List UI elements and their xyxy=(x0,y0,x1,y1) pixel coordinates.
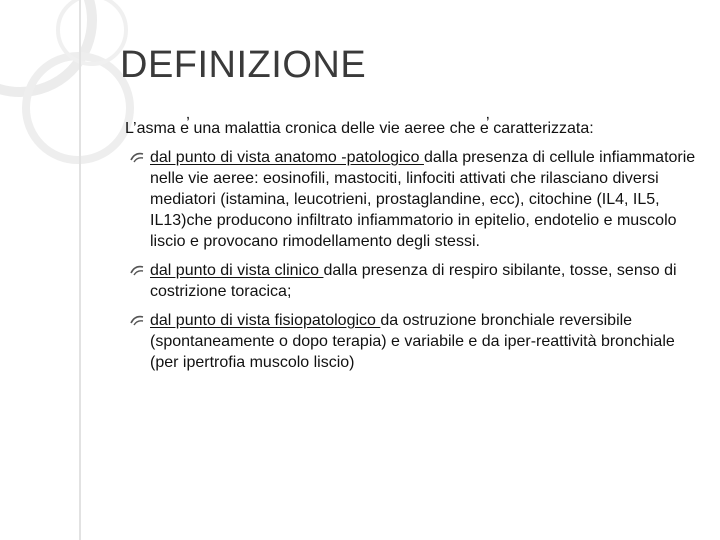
bullet-text: da ostruzione bronchiale reversibile (spontaneamente o dopo terapia) e variabile e da iper-reattività bronchiale (per ipertrofia muscolo liscio) xyxy=(150,312,675,371)
bullet-text: dalla presenza di respiro sibilante, tosse, senso di costrizione toracica; xyxy=(150,262,677,300)
slide-title: DEFINIZIONE xyxy=(120,44,367,86)
bullet-lead: dal punto di vista fisiopatologico xyxy=(150,312,381,329)
slide-body xyxy=(125,118,700,381)
intro-text: L’asma e̕ una malattia cronica delle vie aeree che e̕ caratterizzata: xyxy=(125,120,594,137)
bullet-text: dalla presenza di cellule infiammatorie nelle vie aeree: eosinofili, mastociti, linfociti attivati che rilasciano diversi mediatori (istamina, leucotrieni, prostaglandine, ecc), citochine (IL4, IL5, IL13)che producono infiltrato infiammatorio in epitelio, endotelio e muscolo liscio e provocano rimodellamento degli stessi. xyxy=(150,149,696,250)
bullet-icon xyxy=(129,149,145,165)
bullet-lead: dal punto di vista anatomo -patologico xyxy=(150,149,424,166)
bullet-item xyxy=(125,147,700,252)
bullet-icon xyxy=(129,312,145,328)
bullet-icon xyxy=(129,262,145,278)
bullet-item xyxy=(125,260,700,302)
decorative-vertical-line xyxy=(79,0,81,540)
bullet-item xyxy=(125,310,700,373)
bullet-list xyxy=(125,147,700,373)
bullet-lead: dal punto di vista clinico xyxy=(150,262,324,279)
